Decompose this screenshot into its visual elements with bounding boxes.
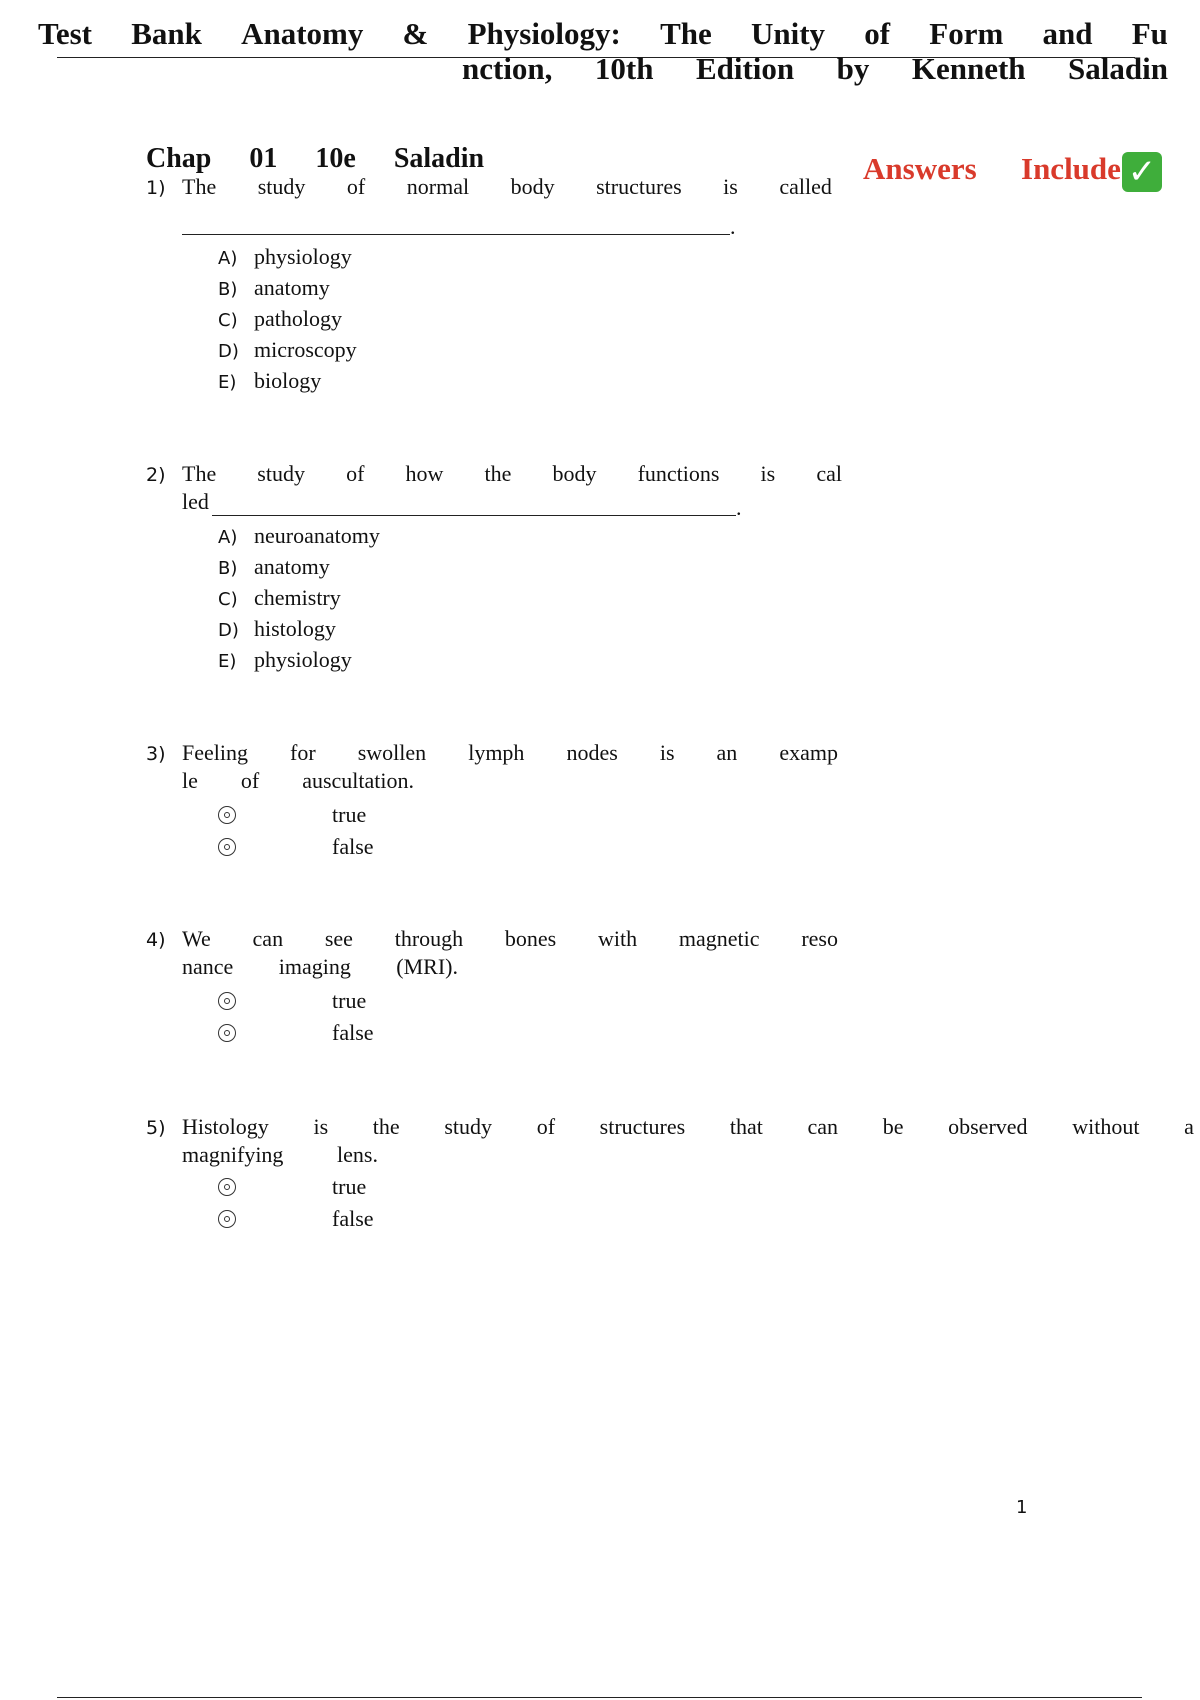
question-word: is <box>760 461 776 486</box>
question-word: called <box>779 174 832 199</box>
answer-option[interactable] <box>218 585 341 611</box>
question-number: 5) <box>146 1117 166 1139</box>
radio-button-icon[interactable] <box>218 838 236 856</box>
question-number: 1) <box>146 177 166 199</box>
answer-option[interactable] <box>218 647 352 673</box>
question-word: bones <box>504 926 557 951</box>
false-option-label: false <box>332 1206 374 1231</box>
question-word: (MRI). <box>396 954 458 979</box>
question-word: le <box>182 768 198 793</box>
title-word: Anatomy <box>241 16 364 51</box>
question-word: normal <box>406 174 470 199</box>
question-word: structures <box>599 1114 686 1139</box>
chapter-word: Saladin <box>393 143 485 174</box>
question-text-line <box>182 768 414 794</box>
answer-option[interactable] <box>218 306 342 332</box>
include-word: Include <box>1021 151 1121 186</box>
option-letter: C) <box>218 310 238 331</box>
question-word: auscultation. <box>302 768 414 793</box>
answer-blank <box>182 234 730 235</box>
option-text: histology <box>254 616 336 641</box>
option-text: pathology <box>254 306 342 331</box>
question-word: The <box>182 174 217 199</box>
question-text-line <box>182 954 458 980</box>
question-word: how <box>405 461 444 486</box>
question-word: for <box>290 740 316 765</box>
question-word: lymph <box>468 740 525 765</box>
chapter-heading <box>146 143 522 175</box>
question-word: study <box>444 1114 493 1139</box>
chapter-word: 10e <box>315 143 356 174</box>
question-word: study <box>257 461 305 486</box>
option-text: anatomy <box>254 275 330 300</box>
true-option-label: true <box>332 802 367 827</box>
question-word: of <box>536 1114 556 1139</box>
title-word: of <box>864 16 891 51</box>
option-text: microscopy <box>254 337 357 362</box>
title-word: and <box>1042 16 1093 51</box>
question-text-line <box>182 1114 1194 1140</box>
page-number: 1 <box>1016 1497 1028 1518</box>
question-word: is <box>313 1114 329 1139</box>
document-title-line-2 <box>462 51 1168 87</box>
question-word: is <box>659 740 675 765</box>
option-letter: A) <box>218 527 238 548</box>
question-word: through <box>394 926 464 951</box>
question-word: is <box>723 174 738 199</box>
title-word: Physiology: <box>467 16 621 51</box>
title-word: Test <box>38 16 92 51</box>
question-word: a <box>1184 1114 1194 1139</box>
question-word: see <box>324 926 353 951</box>
blank-period: . <box>736 495 742 520</box>
chapter-word: 01 <box>249 143 278 174</box>
title-word: Form <box>929 16 1004 51</box>
answer-option[interactable] <box>218 616 336 642</box>
question-number: 4) <box>146 929 166 951</box>
true-option-label: true <box>332 1174 367 1199</box>
title-word: 10th <box>594 51 654 86</box>
question-word: Feeling <box>182 740 248 765</box>
option-letter: D) <box>218 341 239 362</box>
question-word: the <box>372 1114 400 1139</box>
question-word: magnetic <box>678 926 760 951</box>
option-text: biology <box>254 368 322 393</box>
answer-option[interactable] <box>218 244 352 270</box>
question-word: functions <box>637 461 720 486</box>
answer-blank <box>212 515 736 516</box>
question-word: that <box>729 1114 763 1139</box>
title-word: Edition <box>695 51 795 86</box>
answer-option[interactable] <box>218 523 380 549</box>
blank-period: . <box>730 214 736 239</box>
radio-button-icon[interactable] <box>218 1024 236 1042</box>
title-word: nction, <box>462 51 553 86</box>
title-word: Kenneth <box>911 51 1026 86</box>
question-number: 2) <box>146 464 166 486</box>
title-word: Bank <box>131 16 202 51</box>
radio-button-icon[interactable] <box>218 992 236 1010</box>
question-text-line <box>182 926 838 952</box>
question-text-line <box>182 1142 378 1168</box>
option-text: anatomy <box>254 554 330 579</box>
answer-option[interactable] <box>218 368 321 394</box>
question-word: study <box>257 174 306 199</box>
question-word: of <box>240 768 260 793</box>
document-title-line-1 <box>38 16 1168 52</box>
answers-word: Answers <box>863 151 977 186</box>
radio-button-icon[interactable] <box>218 1178 236 1196</box>
question-word: magnifying <box>182 1142 284 1167</box>
question-text-line <box>182 461 842 487</box>
option-text: physiology <box>254 244 352 269</box>
question-word: examp <box>779 740 838 765</box>
answer-option[interactable] <box>218 337 357 363</box>
check-mark-icon: ✓ <box>1122 152 1162 192</box>
question-word: can <box>807 1114 839 1139</box>
footer-rule <box>57 1697 1142 1698</box>
question-word: be <box>882 1114 904 1139</box>
title-word: Saladin <box>1068 51 1168 86</box>
question-word: imaging <box>278 954 351 979</box>
option-letter: D) <box>218 620 239 641</box>
question-word: the <box>484 461 512 486</box>
false-option-label: false <box>332 834 374 859</box>
option-letter: E) <box>218 651 237 672</box>
question-word: We <box>182 926 211 951</box>
question-word: reso <box>801 926 838 951</box>
question-word: swollen <box>357 740 427 765</box>
option-letter: A) <box>218 248 238 269</box>
option-text: chemistry <box>254 585 341 610</box>
question-word: cal <box>816 461 842 486</box>
title-word: Unity <box>750 16 826 51</box>
question-word: can <box>252 926 284 951</box>
option-letter: B) <box>218 279 238 300</box>
question-text-continuation: led <box>182 489 209 514</box>
true-option-label: true <box>332 988 367 1013</box>
question-word: of <box>346 174 366 199</box>
option-letter: E) <box>218 372 237 393</box>
question-word: without <box>1072 1114 1140 1139</box>
title-word: The <box>660 16 712 51</box>
radio-button-icon[interactable] <box>218 1210 236 1228</box>
title-word: by <box>836 51 870 86</box>
question-text-line <box>182 740 838 766</box>
question-word: lens. <box>337 1142 378 1167</box>
radio-button-icon[interactable] <box>218 806 236 824</box>
question-word: nance <box>182 954 234 979</box>
question-number: 3) <box>146 743 166 765</box>
question-word: with <box>598 926 638 951</box>
option-text: physiology <box>254 647 352 672</box>
title-word: Fu <box>1131 16 1168 51</box>
question-word: body <box>552 461 597 486</box>
answer-option[interactable] <box>218 275 330 301</box>
option-letter: C) <box>218 589 238 610</box>
question-word: nodes <box>566 740 618 765</box>
question-text-line <box>182 174 832 200</box>
question-word: of <box>346 461 365 486</box>
question-word: observed <box>948 1114 1028 1139</box>
chapter-word: Chap <box>146 143 212 174</box>
question-word: an <box>716 740 738 765</box>
question-word: Histology <box>182 1114 269 1139</box>
answer-option[interactable] <box>218 554 330 580</box>
false-option-label: false <box>332 1020 374 1045</box>
option-letter: B) <box>218 558 238 579</box>
question-word: structures <box>596 174 682 199</box>
option-text: neuroanatomy <box>254 523 380 548</box>
question-word: The <box>182 461 217 486</box>
title-word: & <box>402 16 429 51</box>
question-word: body <box>510 174 555 199</box>
